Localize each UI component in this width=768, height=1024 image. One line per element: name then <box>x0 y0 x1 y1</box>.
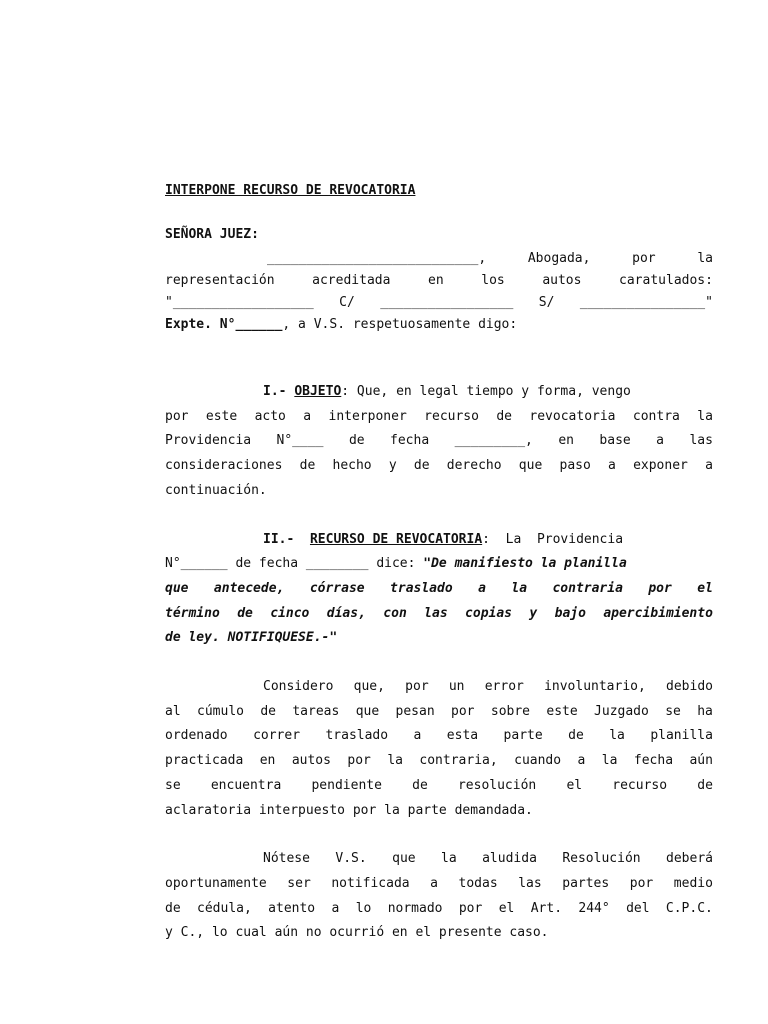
recurso-line-5: de ley. NOTIFIQUESE.-" <box>165 630 338 646</box>
word: aludida <box>482 851 537 867</box>
word: días, <box>326 605 366 621</box>
word: 244° <box>578 900 610 916</box>
objeto-line-3 <box>165 429 713 454</box>
intro-line-1 <box>165 248 713 270</box>
objeto-number: I.- <box>263 384 287 399</box>
recurso-line-4 <box>165 602 713 627</box>
word: hecho <box>332 458 372 474</box>
recurso-line-1 <box>165 528 713 553</box>
word: pendiente <box>311 777 382 793</box>
intro-line-4-text: , a V.S. respetuosamente digo: <box>282 317 518 332</box>
word: a <box>577 753 586 769</box>
word: que, <box>353 679 385 695</box>
word: debido <box>666 679 713 695</box>
word: por <box>165 408 189 424</box>
word: _________, <box>454 433 533 449</box>
section-objeto <box>165 380 713 504</box>
word: acreditada <box>312 273 391 288</box>
notese-line-2 <box>165 872 713 897</box>
word: _________________ <box>380 295 514 310</box>
word: atento <box>268 900 316 916</box>
word: Art. <box>530 900 563 916</box>
word: la <box>697 408 713 424</box>
recurso-title: RECURSO DE REVOCATORIA <box>309 531 483 547</box>
word: C.P.C. <box>665 900 713 916</box>
objeto-line-2 <box>165 405 713 430</box>
word: que <box>355 703 380 719</box>
word: deberá <box>666 851 713 867</box>
word: que <box>165 580 189 596</box>
word: pesan <box>395 703 435 719</box>
word: todas <box>458 875 498 891</box>
notese-line-1 <box>165 847 713 872</box>
word: de <box>348 433 365 449</box>
word: cúmulo <box>197 703 244 719</box>
word: partes <box>562 875 610 891</box>
word: notificada <box>331 875 410 891</box>
word: contra <box>632 408 680 424</box>
word: antecede, <box>213 580 285 596</box>
word: representación <box>165 273 275 288</box>
intro-paragraph <box>165 248 713 336</box>
intro-line-4 <box>165 314 713 336</box>
word: Considero <box>263 679 334 695</box>
word: en <box>259 753 276 769</box>
word: y <box>388 458 397 474</box>
word: fecha <box>390 433 430 449</box>
considero-line-2 <box>165 700 713 725</box>
objeto-line-5: continuación. <box>165 482 267 498</box>
word: traslado <box>390 580 453 596</box>
word: cuando <box>514 753 562 769</box>
intro-line-3 <box>165 292 713 314</box>
word: a <box>430 875 438 891</box>
objeto-line-1 <box>165 380 713 405</box>
recurso-quote-start: "De manifiesto la planilla <box>423 556 627 572</box>
word: del <box>626 900 650 916</box>
word: se <box>165 777 181 793</box>
word: ser <box>287 875 311 891</box>
word: medio <box>673 875 713 891</box>
word: a <box>705 458 713 474</box>
word: planilla <box>650 728 713 744</box>
word: Resolución <box>562 851 641 867</box>
word: de <box>413 458 430 474</box>
word: ________________" <box>579 295 713 310</box>
word: el <box>498 900 515 916</box>
word: Providencia <box>165 433 252 449</box>
word: fecha <box>633 753 674 769</box>
word: por <box>648 580 672 596</box>
word: el <box>697 580 713 596</box>
intro-line-2 <box>165 270 713 292</box>
word: practicada <box>165 753 244 769</box>
word: parte <box>503 728 543 744</box>
word: ___________________________, <box>267 251 487 266</box>
word: autos <box>291 753 331 769</box>
word: a <box>608 458 616 474</box>
word: recurso <box>612 777 668 793</box>
word: por <box>451 703 475 719</box>
word: la <box>387 753 403 769</box>
word: por <box>405 679 429 695</box>
word: ha <box>697 703 713 719</box>
word: contraria <box>552 580 623 596</box>
section-notese <box>165 847 713 946</box>
word: paso <box>559 458 591 474</box>
word: traslado <box>325 728 389 744</box>
recurso-line-2 <box>165 552 713 577</box>
word: base <box>599 433 631 449</box>
word: por <box>629 875 654 891</box>
word: en <box>558 433 574 449</box>
word: al <box>165 703 181 719</box>
word: encuentra <box>210 777 282 793</box>
word: los <box>481 273 505 288</box>
word: se <box>665 703 681 719</box>
word: revocatoria <box>529 408 616 424</box>
word: de <box>165 900 181 916</box>
word: las <box>518 875 542 891</box>
word: ordenado <box>165 728 228 744</box>
considero-line-3 <box>165 724 713 749</box>
word: a <box>331 900 340 916</box>
word: Juzgado <box>594 703 649 719</box>
section-considero <box>165 675 713 823</box>
word: bajo <box>554 605 586 621</box>
word: tareas <box>292 703 340 719</box>
word: correr <box>253 728 301 744</box>
word: de <box>237 605 253 621</box>
recurso-line-1-text: : La Providencia <box>482 531 624 547</box>
word: lo <box>355 900 372 916</box>
word: Nótese <box>263 851 310 867</box>
word: aún <box>689 753 713 769</box>
word: "__________________ <box>165 295 314 310</box>
word: S/ <box>538 295 555 310</box>
word: a <box>413 728 422 744</box>
notese-line-4: y C., lo cual aún no ocurrió en el presente caso. <box>165 925 549 941</box>
document-page <box>165 182 713 946</box>
word: exponer <box>633 458 688 474</box>
word: resolución <box>457 777 537 793</box>
word: acto <box>254 408 286 424</box>
word: cinco <box>270 605 310 621</box>
word: término <box>165 605 220 621</box>
objeto-line-4 <box>165 454 713 479</box>
word: cédula, <box>197 900 252 916</box>
objeto-title: OBJETO <box>294 384 342 399</box>
objeto-line-1-text: : Que, en legal tiempo y forma, vengo <box>341 384 631 399</box>
word: en <box>428 273 444 288</box>
notese-line-3 <box>165 897 713 922</box>
word: copias <box>465 605 513 621</box>
word: oportunamente <box>165 875 267 891</box>
word: de <box>260 703 276 719</box>
considero-line-6: aclaratoria interpuesto por la parte demandada. <box>165 802 533 818</box>
word: la <box>601 753 618 769</box>
word: C/ <box>339 295 355 310</box>
word: por <box>458 900 483 916</box>
word: las <box>424 605 448 621</box>
word: este <box>205 408 238 424</box>
word: consideraciones <box>165 458 283 474</box>
salutation: SEÑORA JUEZ: <box>165 227 259 242</box>
recurso-number: II.- <box>263 531 295 547</box>
word: un <box>448 679 465 695</box>
word: apercibimiento <box>603 605 713 621</box>
document-heading: INTERPONE RECURSO DE REVOCATORIA <box>165 183 416 198</box>
word: de <box>412 777 428 793</box>
word: recurso <box>424 408 479 424</box>
word: a <box>478 580 486 596</box>
word: a <box>656 433 664 449</box>
word: a <box>303 408 312 424</box>
word: derecho <box>446 458 502 474</box>
word: córrase <box>309 580 365 596</box>
word: V.S. <box>335 851 367 867</box>
word: con <box>383 605 407 621</box>
word: caratulados: <box>619 273 713 288</box>
section-recurso <box>165 528 713 652</box>
expte-label: Expte. N°______ <box>165 317 283 332</box>
word: de <box>568 728 584 744</box>
recurso-line-3 <box>165 577 713 602</box>
word: que <box>518 458 543 474</box>
word: este <box>546 703 578 719</box>
word: de <box>697 777 713 793</box>
word: normado <box>387 900 443 916</box>
word: las <box>689 433 713 449</box>
word: por <box>347 753 371 769</box>
word: N°____ <box>276 433 324 449</box>
word: Abogada, <box>527 251 591 266</box>
word: por <box>632 251 656 266</box>
word: de <box>299 458 316 474</box>
word: esta <box>446 728 479 744</box>
word: sobre <box>490 703 531 719</box>
considero-line-4 <box>165 749 713 774</box>
word: error <box>484 679 524 695</box>
word: contraria, <box>419 753 498 769</box>
considero-line-5 <box>165 774 713 799</box>
word: involuntario, <box>544 679 646 695</box>
word: la <box>609 728 625 744</box>
word: la <box>441 851 457 867</box>
word: autos <box>542 273 582 288</box>
considero-line-1 <box>165 675 713 700</box>
word: interponer <box>328 408 407 424</box>
word: que <box>392 851 416 867</box>
word: la <box>697 251 713 266</box>
word: y <box>529 605 538 621</box>
recurso-line-2-text: N°______ de fecha ________ dice: <box>165 556 424 572</box>
word: el <box>566 777 583 793</box>
word: la <box>511 580 528 596</box>
word: de <box>496 408 513 424</box>
